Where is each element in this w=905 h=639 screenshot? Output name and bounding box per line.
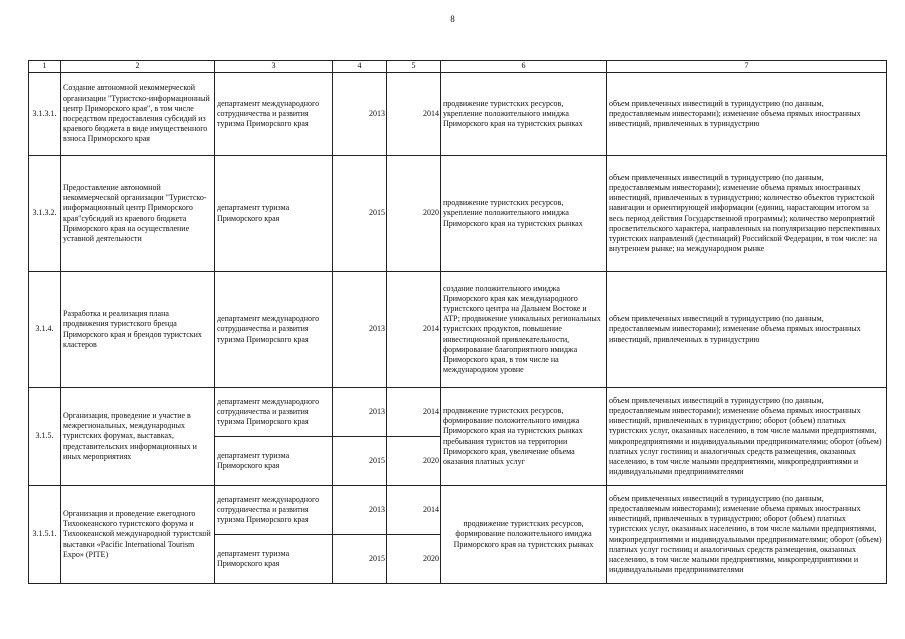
end-year: 2020 (387, 156, 441, 272)
table-row (29, 486, 887, 535)
header-cell: 5 (387, 61, 441, 73)
page-number: 8 (450, 14, 455, 24)
row-number: 3.1.4. (29, 272, 61, 388)
end-year: 2014 (387, 73, 441, 156)
indicators: объем привлеченных инвестиций в туриндустрию (по данным, предоставляемым инвесторами); изменение объема прямых иностранных инвестиций, привлеченных в туриндустрию; оборот (объем) платных туристских услуг, оказанных населению, в том числе малыми предприятиями, микропредприятиями и индивидуальными предпринимателями; оборот (объем) платных услуг гостиниц и аналогичных средств размещения, оказанных населению, в том числе малыми предприятиями, микропредприятиями и индивидуальными предпринимателями (607, 486, 887, 584)
header-cell: 2 (61, 61, 215, 73)
table-row (29, 73, 887, 156)
header-cell: 6 (441, 61, 607, 73)
start-year: 2013 (333, 486, 387, 535)
expected-result: продвижение туристских ресурсов, формирование положительного имиджа Приморского края на туристских рынках (441, 486, 607, 584)
expected-result: продвижение туристских ресурсов, формирование положительного имиджа Приморского края на туристских рынках пребывания туристов на территории Приморского края, увеличение объема оказания платных услуг (441, 388, 607, 486)
executor: департамент туризма Приморского края (215, 437, 333, 486)
header-cell: 7 (607, 61, 887, 73)
activity-name: Предоставление автономной некоммерческой организации "Туристско-информационный центр Приморского края"субсидий из краевого бюджета Приморского края на осуществление уставной деятельности (61, 156, 215, 272)
row-number: 3.1.5.1. (29, 486, 61, 584)
expected-result: создание положительного имиджа Приморского края как международного туристского центра на Дальнем Востоке и АТР; продвижение уникальных региональных туристских продуктов, повышение инвестиционной привлекательности, формирование благоприятного имиджа Приморского края, в том числе на международном уровне (441, 272, 607, 388)
end-year: 2014 (387, 486, 441, 535)
row-number: 3.1.5. (29, 388, 61, 486)
header-cell: 1 (29, 61, 61, 73)
program-table (28, 60, 887, 584)
activity-name: Разработка и реализация плана продвижения туристского бренда Приморского края и брендов туристских кластеров (61, 272, 215, 388)
expected-result: продвижение туристских ресурсов, укрепление положительного имиджа Приморского края на туристских рынках (441, 73, 607, 156)
activity-name: Организация и проведение ежегодного Тихоокеанского туристского форума и Тихоокеанской международной туристской выставки «Pacific International Tourism Expo» (PITE) (61, 486, 215, 584)
end-year: 2020 (387, 437, 441, 486)
executor: департамент туризма Приморского края (215, 156, 333, 272)
start-year: 2013 (333, 388, 387, 437)
start-year: 2013 (333, 272, 387, 388)
executor: департамент туризма Приморского края (215, 535, 333, 584)
header-cell: 4 (333, 61, 387, 73)
indicators: объем привлеченных инвестиций в туриндустрию (по данным, предоставляемым инвесторами); изменение объема прямых иностранных инвестиций, привлеченных в туриндустрию; количество объектов туристской навигации и ориентирующей информации (единиц, нарастающим итогом за весь период действия Государственной программы); количество мероприятий просветительского характера, направленных на популяризацию перспективных туристских направлений (дестинаций) Российской Федерации, в том числе: на внутреннем рынке; на международном рынке (607, 156, 887, 272)
end-year: 2014 (387, 272, 441, 388)
row-number: 3.1.3.2. (29, 156, 61, 272)
start-year: 2015 (333, 156, 387, 272)
activity-name: Создание автономной некоммерческой организации "Туристско-информационный центр Приморского края", в том числе посредством предоставления субсидий из краевого бюджета в виде имущественного взноса Приморского края (61, 73, 215, 156)
end-year: 2020 (387, 535, 441, 584)
executor: департамент международного сотрудничества и развития туризма Приморского края (215, 388, 333, 437)
table-row (29, 156, 887, 272)
indicators: объем привлеченных инвестиций в туриндустрию (по данным, предоставляемым инвесторами); изменение объема прямых иностранных инвестиций, привлеченных в туриндустрию (607, 272, 887, 388)
indicators: объем привлеченных инвестиций в туриндустрию (по данным, предоставляемым инвесторами); изменение объема прямых иностранных инвестиций, привлеченных в туриндустрию (607, 73, 887, 156)
table-row (29, 272, 887, 388)
header-row (29, 61, 887, 73)
activity-name: Организация, проведение и участие в межрегиональных, международных туристских форумах, выставках, представительских информационных и иных мероприятиях (61, 388, 215, 486)
start-year: 2013 (333, 73, 387, 156)
executor: департамент международного сотрудничества и развития туризма Приморского края (215, 272, 333, 388)
expected-result: продвижение туристских ресурсов, укрепление положительного имиджа Приморского края на туристских рынках (441, 156, 607, 272)
executor: департамент международного сотрудничества и развития туризма Приморского края (215, 486, 333, 535)
table-row (29, 388, 887, 437)
row-number: 3.1.3.1. (29, 73, 61, 156)
end-year: 2014 (387, 388, 441, 437)
executor: департамент международного сотрудничества и развития туризма Приморского края (215, 73, 333, 156)
indicators: объем привлеченных инвестиций в туриндустрию (по данным, предоставляемым инвесторами); изменение объема прямых иностранных инвестиций, привлеченных в туриндустрию; оборот (объем) платных туристских услуг, оказанных населению, в том числе малыми предприятиями, микропредприятиями и индивидуальными предпринимателями; оборот (объем) платных услуг гостиниц и аналогичных средств размещения, оказанных населению, в том числе малыми предприятиями, микропредприятиями и индивидуальными предпринимателями (607, 388, 887, 486)
start-year: 2015 (333, 437, 387, 486)
start-year: 2015 (333, 535, 387, 584)
header-cell: 3 (215, 61, 333, 73)
